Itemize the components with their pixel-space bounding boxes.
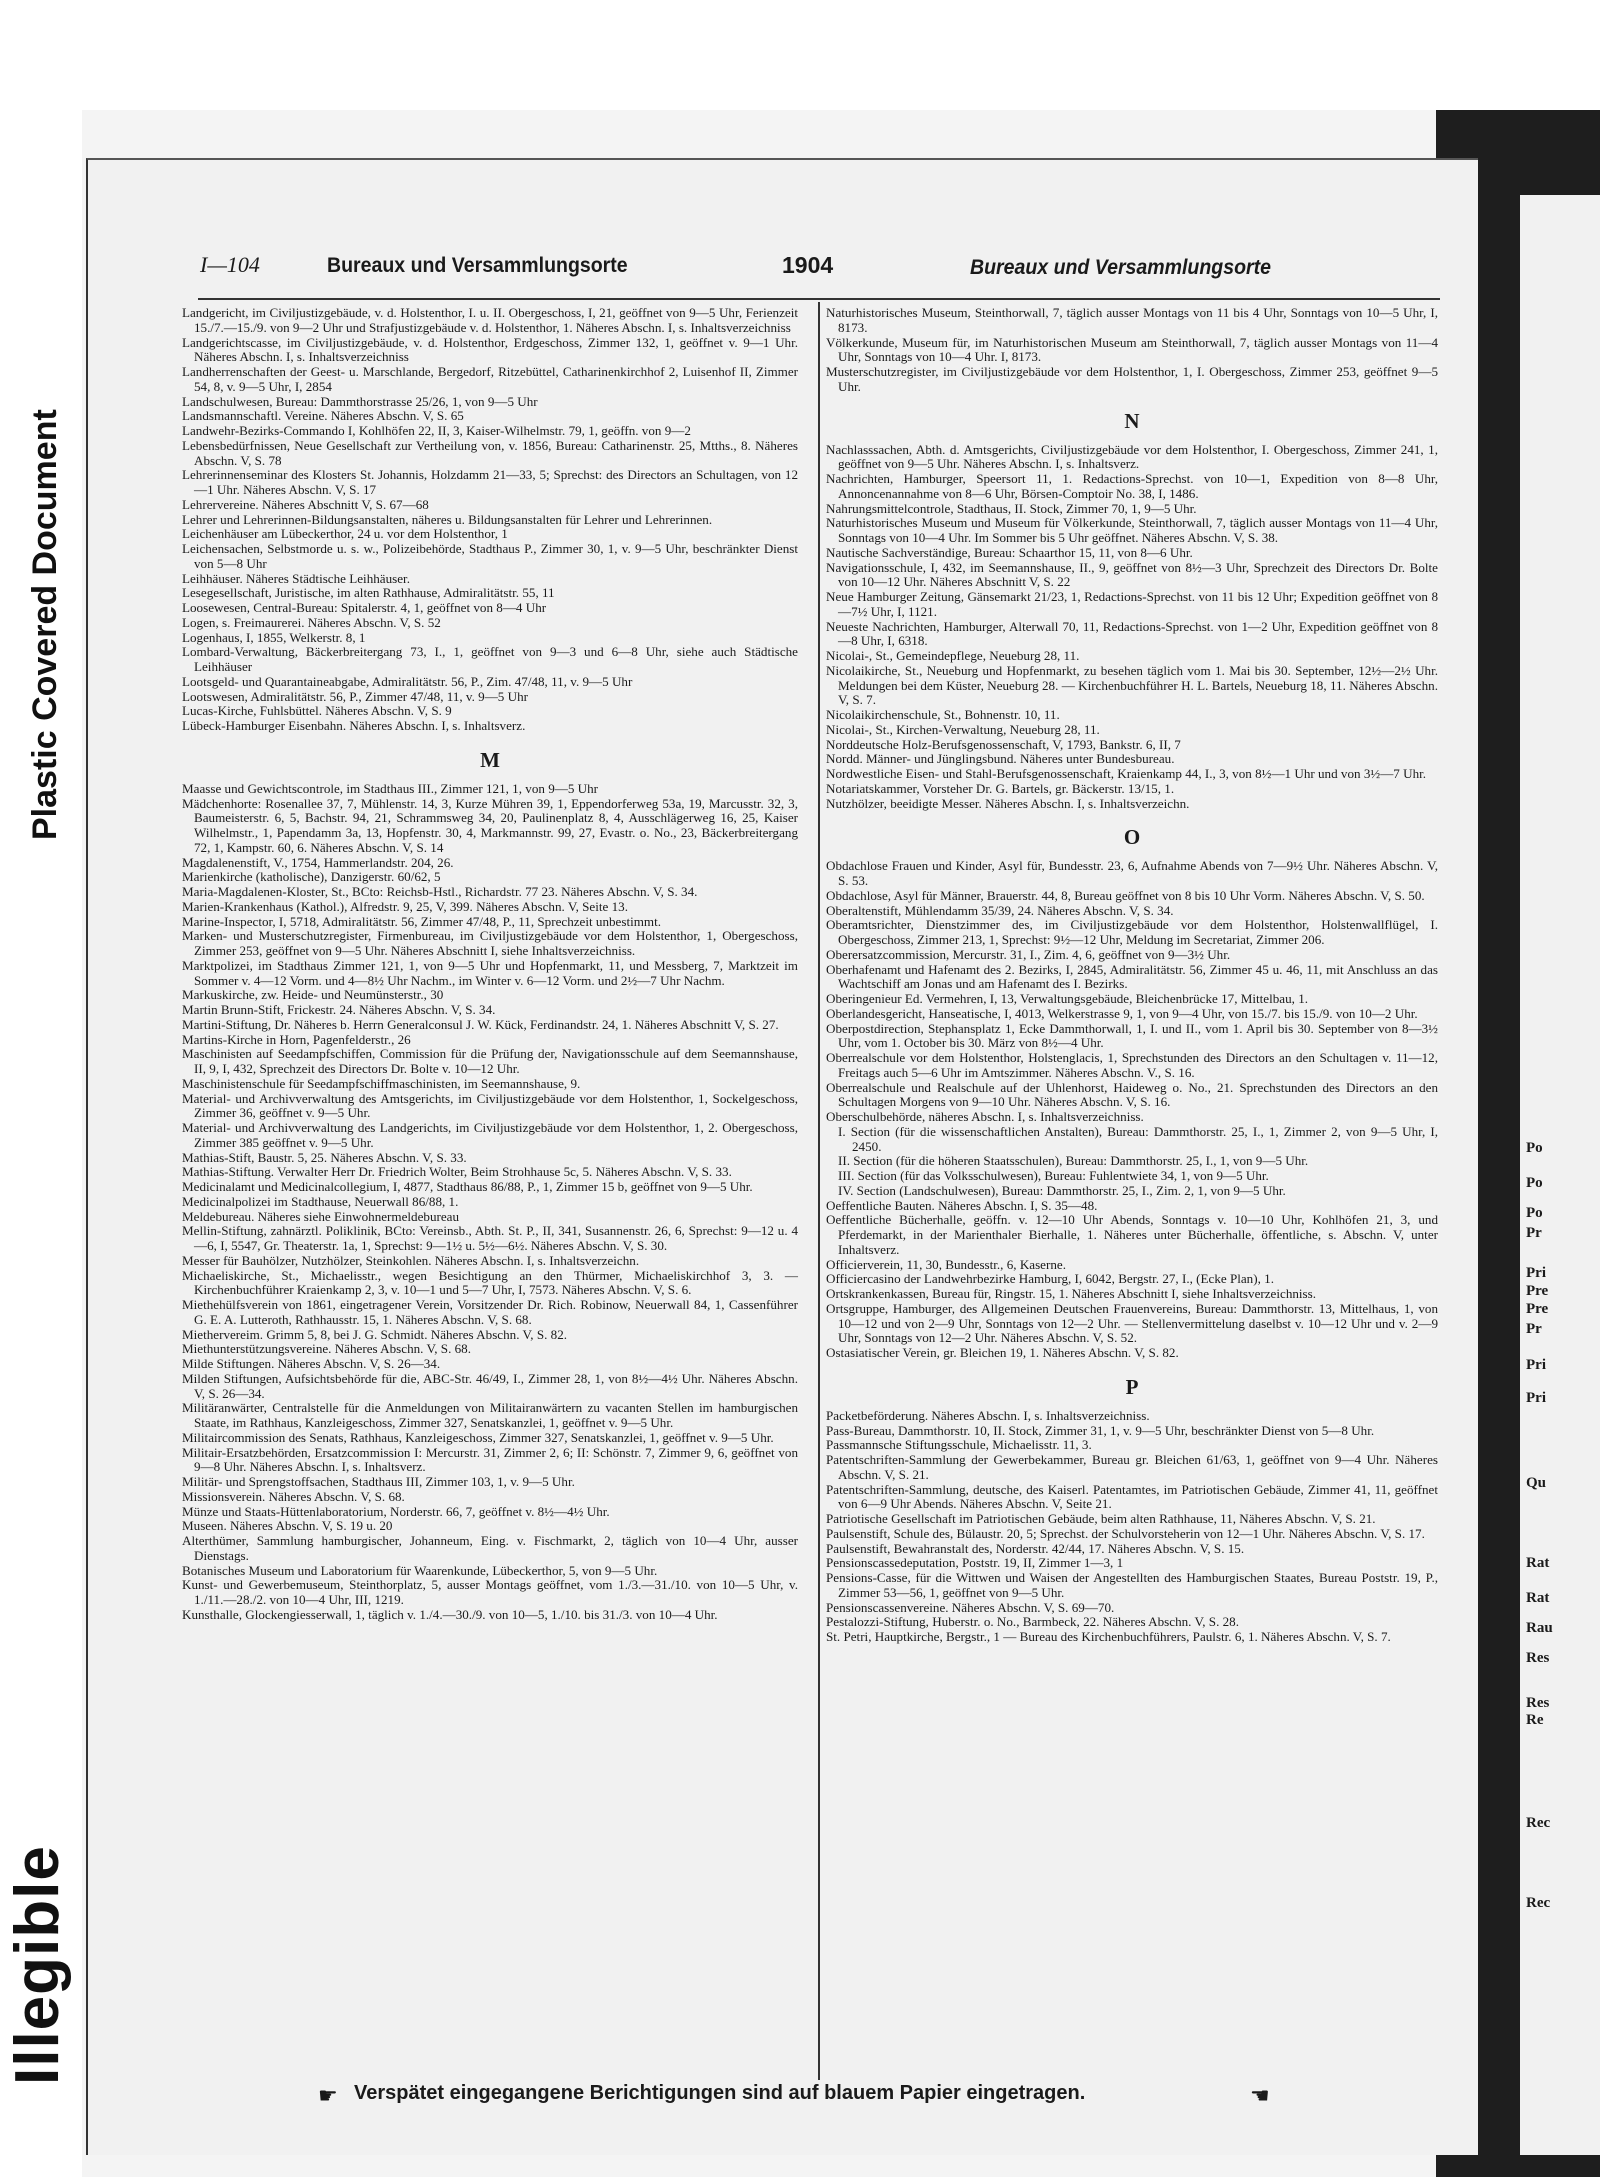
directory-entry: Marken- und Musterschutzregister, Firmenbureau, im Civiljustizgebäude vor dem Holstenthor, 1, Obergeschoss, Zimmer 253, geöffnet von 9—5 Uhr. Näheres Abschnitt I, siehe Inhaltsverzeichniss. [182,928,798,958]
directory-entry: Militaircommission des Senats, Rathhaus, Kanzleigeschoss, Zimmer 327, Senatskanzlei, 1, geöffnet v. 9—5 Uhr. [182,1429,774,1445]
directory-entry: Naturhistorisches Museum, Steinthorwall, 7, täglich ausser Montags von 11 bis 4 Uhr, Sonntags von 10—5 Uhr, I, 8173. [826,305,1438,335]
directory-entry: Packetbeförderung. Näheres Abschn. I, s. Inhaltsverzeichniss. [826,1407,1150,1423]
adjacent-page-edge [1520,195,1600,2155]
directory-entry: Kunsthalle, Glockengiesserwall, 1, täglich v. 1./4.—30./9. von 10—5, 1./10. bis 31./3. von 10—4 Uhr. [182,1606,718,1622]
directory-entry: Notariatskammer, Vorsteher Dr. G. Bartels, gr. Bäckerstr. 13/15, 1. [826,780,1175,796]
directory-entry: Norddeutsche Holz-Berufsgenossenschaft, V, 1793, Bankstr. 6, II, 7 [826,736,1181,752]
directory-entry: Oberrealschule und Realschule auf der Uhlenhorst, Haideweg o. No., 21. Sprechstunden des Directors an den Schultagen Morgens von 9—10 Uhr. Näheres Abschn. V, S. 16. [826,1079,1438,1110]
directory-entry: Pestalozzi-Stiftung, Huberstr. o. No., Barmbeck, 22. Näheres Abschn. V, S. 28. [826,1614,1240,1630]
directory-entry: Loosewesen, Central-Bureau: Spitalerstr. 4, 1, geöffnet von 8—4 Uhr [182,600,547,615]
directory-entry: Oberpostdirection, Stephansplatz 1, Ecke Dammthorwall, 1, I. und II., vom 1. April bis 30. September von 8—3½ Uhr, vom 1. October bis 30. März von 8½—4 Uhr. [826,1020,1438,1051]
adjacent-page-fragment: Res [1526,1650,1550,1666]
header-right-title: Bureaux und Versammlungsorte [970,256,1271,279]
directory-entry: Meldebureau. Näheres siehe Einwohnermeldebureau [182,1208,460,1224]
directory-entry: Oberaltenstift, Mühlendamm 35/39, 24. Näheres Abschn. V, S. 34. [826,902,1174,918]
directory-entry: Logenhaus, I, 1855, Welkerstr. 8, 1 [182,629,366,645]
adjacent-page-fragment: Pr [1526,1225,1542,1241]
adjacent-page-fragment: Pre [1526,1301,1549,1317]
directory-entry: Passmannsche Stiftungsschule, Michaelisstr. 11, 3. [826,1437,1092,1453]
directory-entry: Milden Stiftungen, Aufsichtsbehörde für die, ABC-Str. 46/49, I., Zimmer 28, 1, von 8½—4½ Uhr. Näheres Abschn. V, S. 26—34. [182,1370,798,1401]
directory-entry: Mellin-Stiftung, zahnärztl. Poliklinik, BCto: Vereinsb., Abth. St. P., II, 341, Susannenstr. 26, 6, Sprechst: 9—12 u. 4—6, I, 5547, Gr. Theaterstr. 1a, 1, Sprechst: 9—1½ u. 5½—6½. Näheres Abschn. V, S. 30. [182,1223,798,1253]
page-number: I—104 [200,252,260,277]
directory-entry: Mathias-Stiftung. Verwalter Herr Dr. Friedrich Wolter, Beim Strohhause 5c, 5. Näheres Abschn. V, S. 33. [182,1164,732,1180]
section-letter-m: M [480,747,500,772]
adjacent-page-fragment: Pre [1526,1283,1549,1299]
directory-entry: Naturhistorisches Museum und Museum für Völkerkunde, Steinthorwall, 7, täglich ausser Montags von 11—4 Uhr, Sonntags von 10—4 Uhr. Im Sommer bis 5 Uhr geöffnet. Näheres Abschn. V, S. 38. [826,515,1438,545]
directory-entry: Mathias-Stift, Baustr. 5, 25. Näheres Abschn. V, S. 33. [182,1149,467,1165]
directory-entry: Lucas-Kirche, Fuhlsbüttel. Näheres Abschn. V, S. 9 [182,703,452,719]
directory-entry: Nordd. Männer- und Jünglingsbund. Näheres unter Bundesbureau. [826,751,1175,767]
adjacent-page-fragment: Rau [1526,1620,1553,1636]
directory-entry: Pensionscassedeputation, Poststr. 19, II, Zimmer 1—3, 1 [826,1555,1124,1571]
directory-entry: Oeffentliche Bauten. Näheres Abschn. I, S. 35—48. [826,1197,1098,1213]
directory-entry: Obdachlose Frauen und Kinder, Asyl für, Bundesstr. 23, 6, Aufnahme Abends von 7—9½ Uhr. Näheres Abschn. V, S. 53. [826,858,1438,888]
adjacent-page-fragment: Pr [1526,1321,1542,1337]
directory-entry: Landwehr-Bezirks-Commando I, Kohlhöfen 22, II, 3, Kaiser-Wilhelmstr. 79, 1, geöffn. von 9—2 [182,423,691,438]
directory-entry: Neueste Nachrichten, Hamburger, Alterwall 70, 11, Redactions-Sprechst. von 1—2 Uhr, Expedition geöffnet von 8—8 Uhr, I, 6318. [826,618,1438,649]
directory-entry: Landgerichtscasse, im Civiljustizgebäude, v. d. Holstenthor, Erdgeschoss, Zimmer 132, 1, geöffnet v. 9—1 Uhr. Näheres Abschn. I, s. Inhaltsverzeichniss [182,334,798,365]
directory-entry: Kunst- und Gewerbemuseum, Steinthorplatz, 5, ausser Montags geöffnet, vom 1./3.—31./10. von 10—5 Uhr, v. 1./11.—28./2. von 10—4 Uhr, III, 1219. [182,1577,798,1607]
directory-entry: Marine-Inspector, I, 5718, Admiralitätstr. 56, Zimmer 47/48, P., 11, Sprechzeit unbestimmt. [182,913,662,929]
directory-entry: Landschulwesen, Bureau: Dammthorstrasse 25/26, 1, von 9—5 Uhr [182,393,538,409]
directory-entry: Nicolaikirchenschule, St., Bohnenstr. 10, 11. [826,707,1060,722]
adjacent-page-fragment: Re [1526,1712,1544,1728]
directory-entry: Landherrenschaften der Geest- u. Marschlande, Bergedorf, Ritzebüttel, Catharinenkirchhof 2, Luisenhof II, Zimmer 54, 8, v. 9—5 Uhr, I, 2854 [182,364,798,394]
directory-entry: Museen. Näheres Abschn. V, S. 19 u. 20 [182,1518,393,1534]
directory-entry: Marien-Krankenhaus (Kathol.), Alfredstr. 9, 25, V, 399. Näheres Abschn. V, Seite 13. [182,898,628,914]
directory-entry: Militäranwärter, Centralstelle für die Anmeldungen von Militairanwärtern zu vacanten Stellen im hamburgischen Staate, im Rathhaus, Kanzleigeschoss, Zimmer 327, Senatskanzlei, 1, geöffnet v. 9—5 Uhr. [182,1400,798,1430]
directory-entry: Lebensbedürfnissen, Neue Gesellschaft zur Vertheilung von, v. 1856, Bureau: Catharinenstr. 25, Mtths., 8. Näheres Abschn. V, S. 78 [182,437,798,468]
label-plastic-covered: Plastic Covered Document [26,409,64,840]
pointing-hand-left-icon: ☛ [318,2083,338,2108]
directory-entry: Officiercasino der Landwehrbezirke Hamburg, I, 6042, Bergstr. 27, I., (Ecke Plan), 1. [826,1271,1274,1287]
directory-entry: Martins-Kirche in Horn, Pagenfelderstr., 26 [182,1031,411,1047]
directory-entry: Lehrerinnenseminar des Klosters St. Johannis, Holzdamm 21—33, 5; Sprechst: des Directors an Schultagen, von 12—1 Uhr. Näheres Abschn. V, S. 17 [182,467,798,497]
directory-entry: Patentschriften-Sammlung der Gewerbekammer, Bureau gr. Bleichen 61/63, 1, geöffnet von 9—4 Uhr. Näheres Abschn. V, S. 21. [826,1452,1438,1482]
directory-entry: Münze und Staats-Hüttenlaboratorium, Norderstr. 66, 7, geöffnet v. 8½—4½ Uhr. [182,1503,610,1519]
directory-entry: Neue Hamburger Zeitung, Gänsemarkt 21/23, 1, Redactions-Sprechst. von 11 bis 12 Uhr; Expedition geöffnet von 8—7½ Uhr, I, 1121. [826,589,1438,619]
left-column [182,306,798,1623]
right-column [826,306,1438,1645]
directory-entry: Miethunterstützungsvereine. Näheres Abschn. V, S. 68. [182,1341,471,1357]
directory-entry: Nicolai-, St., Gemeindepflege, Neueburg 28, 11. [826,648,1080,663]
directory-entry: Miethervereim. Grimm 5, 8, bei J. G. Schmidt. Näheres Abschn. V, S. 82. [182,1326,568,1342]
directory-entry: Material- und Archivverwaltung des Amtsgerichts, im Civiljustizgebäude vor dem Holstenthor, 1, Sockelgeschoss, Zimmer 36, geöffnet v. 9—5 Uhr. [182,1090,798,1121]
directory-entry: Nicolai-, St., Kirchen-Verwaltung, Neueburg 28, 11. [826,721,1100,737]
directory-entry: Lehrervereine. Näheres Abschnitt V, S. 67—68 [182,496,429,512]
adjacent-page-fragment: Rec [1526,1815,1551,1831]
section-letter-o: O [1123,825,1141,850]
directory-entry: Lombard-Verwaltung, Bäckerbreitergang 73, I., 1, geöffnet von 9—3 und 6—8 Uhr, siehe auch Städtische Leihhäuser [182,644,798,674]
directory-entry: Navigationsschule, I, 432, im Seemannshause, II., 9, geöffnet von 8½—3 Uhr, Sprechzeit des Directors Dr. Bolte von 10—12 Uhr. Näheres Abschnitt V, S. 22 [826,559,1438,590]
adjacent-page-fragment: Rat [1526,1555,1550,1571]
directory-entry: Milde Stiftungen. Näheres Abschn. V, S. 26—34. [182,1356,441,1371]
directory-entry: II. Section (für die höheren Staatsschulen), Bureau: Dammthorstr. 25, I., 1, von 9—5 Uhr. [838,1153,1309,1169]
directory-entry: Maria-Magdalenen-Kloster, St., BCto: Reichsb-Hstl., Richardstr. 77 23. Näheres Abschn. V, S. 34. [182,884,698,899]
directory-entry: Martin Brunn-Stift, Frickestr. 24. Näheres Abschn. V, S. 34. [182,1002,496,1017]
directory-entry: Nahrungsmittelcontrole, Stadthaus, II. Stock, Zimmer 70, 1, 9—5 Uhr. [826,500,1197,516]
adjacent-page-fragment: Rec [1526,1895,1551,1911]
directory-entry: Ostasiatischer Verein, gr. Bleichen 19, 1. Näheres Abschn. V, S. 82. [826,1345,1179,1360]
directory-entry: Oberersatzcommission, Mercurstr. 31, I., Zim. 4, 6, geöffnet von 9—3½ Uhr. [826,946,1231,962]
directory-entry: Marienkirche (katholische), Danzigerstr. 60/62, 5 [182,869,441,885]
directory-entry: Militair-Ersatzbehörden, Ersatzcommission I: Mercurstr. 31, Zimmer 2, 6; II: Schönstr. 7, Zimmer 9, 6, geöffnet von 9—8 Uhr. Näheres Abschn. I, s. Inhaltsverz. [182,1444,798,1475]
directory-entry: Oberingenieur Ed. Vermehren, I, 13, Verwaltungsgebäude, Bleichenbrücke 17, Mittelbau, 1. [826,991,1309,1006]
directory-entry: Medicinalamt und Medicinalcollegium, I, 4877, Stadthaus 86/88, P., 1, Zimmer 15 b, geöffnet von 9—5 Uhr. [182,1179,753,1194]
adjacent-page-fragment: Po [1526,1175,1543,1191]
directory-entry: Michaeliskirche, St., Michaelisstr., wegen Besichtigung an den Thürmer, Michaeliskirchhof 3, 3. — Kirchenbuchführer Kraienkamp 2, 3, v. 10—1 und 5—7 Uhr, I, 7573. Näheres Abschn. V, S. 6. [182,1267,798,1298]
directory-entry: Messer für Bauhölzer, Nutzhölzer, Steinkohlen. Näheres Abschn. I, s. Inhaltsverzeichn. [182,1252,640,1268]
directory-entry: Patriotische Gesellschaft im Patriotischen Gebäude, beim alten Rathhause, 11, Näheres Abschn. V, S. 21. [826,1511,1376,1526]
directory-entry: Markuskirche, zw. Heide- und Neumünsterstr., 30 [182,987,444,1003]
header-rule [198,298,1440,300]
directory-entry: Leichenhäuser am Lübeckerthor, 24 u. vor dem Holstenthor, 1 [182,526,508,542]
adjacent-page-fragment: Pri [1526,1265,1546,1281]
directory-entry: Nachlasssachen, Abth. d. Amtsgerichts, Civiljustizgebäude vor dem Holstenthor, I. Obergeschoss, Zimmer 241, 1, geöffnet von 9—5 Uhr. Näheres Abschn. I, s. Inhaltsverz. [826,441,1438,472]
directory-entry: Maschinisten auf Seedampfschiffen, Commission für die Prüfung der, Navigationsschule auf dem Seemannshause, II, 9, I, 432, Sprechzeit des Directors Dr. Bolte v. 10—12 Uhr. [182,1046,798,1076]
directory-entry: Musterschutzregister, im Civiljustizgebäude vor dem Holstenthor, 1, I. Obergeschoss, Zimmer 253, geöffnet 9—5 Uhr. [826,364,1438,394]
directory-entry: Völkerkunde, Museum für, im Naturhistorischen Museum am Steinthorwall, 7, täglich ausser Montags von 11—4 Uhr, Sonntags von 10—4 Uhr. I, 8173. [826,334,1438,365]
directory-entry: Landsmannschaftl. Vereine. Näheres Abschn. V, S. 65 [182,408,464,424]
footer-notice: Verspätet eingegangene Berichtigungen sind auf blauem Papier eingetragen. [354,2082,1086,2104]
header-year: 1904 [782,252,834,278]
directory-entry: Marktpolizei, im Stadthaus Zimmer 121, 1, von 9—5 Uhr und Hopfenmarkt, 11, und Messberg, 7, Marktzeit im Sommer v. 4—12 Vorm. und 4—8½ Uhr Nachm., im Winter v. 6—12 Vorm. und 2½—7 Uhr Nachm. [182,957,798,988]
directory-entry: Logen, s. Freimaurerei. Näheres Abschn. V, S. 52 [182,614,441,630]
adjacent-page-fragment: Po [1526,1205,1543,1221]
directory-entry: Mädchenhorte: Rosenallee 37, 7, Mühlenstr. 14, 3, Kurze Mühren 39, 1, Eppendorferweg 53a, 19, Marcusstr. 32, 3, Baumeisterstr. 6, 5, Bachstr. 94, 21, Schrammsweg 34, 20, Paulinenplatz 8, 4, Ausschlägerweg 16, 25, Kaiser Wilhelmstr., 1, Papendamm 3a, 13, Hopfenstr. 30, 4, Markmannstr. 99, 27, Evastr. o. No., 23, Bäckerbreitergang 72, 1, Kampstr. 60, 6. Näheres Abschn. V, S. 14 [182,795,798,855]
directory-entry: Lootsgeld- und Quarantaineabgabe, Admiralitätstr. 56, P., Zim. 47/48, 11, v. 9—5 Uhr [182,673,633,689]
directory-entry: Nautische Sachverständige, Bureau: Schaarthor 15, 11, von 8—6 Uhr. [826,544,1193,560]
directory-entry: Officierverein, 11, 30, Bundesstr., 6, Kaserne. [826,1256,1066,1272]
directory-entry: Pass-Bureau, Dammthorstr. 10, II. Stock, Zimmer 31, 1, v. 9—5 Uhr, beschränkter Dienst von 5—8 Uhr. [826,1422,1375,1438]
adjacent-page-fragment: Po [1526,1140,1543,1156]
directory-entry: Martini-Stiftung, Dr. Näheres b. Herrn Generalconsul J. W. Kück, Ferdinandstr. 24, 1. Näheres Abschnitt V, S. 27. [182,1016,779,1032]
page-header [112,252,1312,288]
directory-entry: Missionsverein. Näheres Abschn. V, S. 68. [182,1488,405,1504]
directory-entry: Nicolaikirche, St., Neueburg und Hopfenmarkt, zu besehen täglich vom 1. Mai bis 30. September, 12½—2½ Uhr. Meldungen bei dem Küster, Neueburg 28. — Kirchenbuchführer H. L. Bartels, Neueburg 18, 11. Näheres Abschn. V, S. 7. [826,662,1438,708]
directory-entry: Nachrichten, Hamburger, Speersort 11, 1. Redactions-Sprechst. von 10—1, Expedition von 8—8 Uhr, Annoncenannahme von 8—6 Uhr, Börsen-Comptoir No. 38, I, 1486. [826,471,1438,501]
directory-entry: IV. Section (Landschulwesen), Bureau: Dammthorstr. 25, I., Zim. 2, 1, von 9—5 Uhr. [838,1182,1286,1198]
header-left-title: Bureaux und Versammlungsorte [327,254,628,277]
column-divider [818,302,820,2080]
directory-entry: Lübeck-Hamburger Eisenbahn. Näheres Abschn. I, s. Inhaltsverz. [182,718,526,733]
directory-entry: St. Petri, Hauptkirche, Bergstr., 1 — Bureau des Kirchenbuchführers, Paulstr. 6, 1. Näheres Abschn. V, S. 7. [826,1629,1391,1644]
directory-entry: Lesegesellschaft, Juristische, im alten Rathhause, Admiralitätstr. 55, 11 [182,585,555,601]
directory-entry: Militär- und Sprengstoffsachen, Stadthaus III, Zimmer 103, 1, v. 9—5 Uhr. [182,1474,575,1489]
directory-entry: Oberrealschule vor dem Holstenthor, Holstenglacis, 1, Sprechstunden des Directors an den Schultagen v. 11—12, Freitags auch 5—6 Uhr im Amtszimmer. Näheres Abschn. V., S. 16. [826,1050,1438,1080]
top-margin [0,0,1600,110]
directory-entry: Material- und Archivverwaltung des Landgerichts, im Civiljustizgebäude vor dem Holstenthor, 1, 2. Obergeschoss, Zimmer 385 geöffnet v. 9—5 Uhr. [182,1120,798,1150]
directory-entry: Oeffentliche Bücherhalle, geöffn. v. 12—10 Uhr Abends, Sonntags v. 10—10 Uhr, Kohlhöfen 21, 3, und Pferdemarkt, in der Marienthaler Bierhalle, 1. Näheres unter Bücherhalle, öffentliche, s. Abschn. V, unter Inhaltsverz. [826,1212,1438,1257]
directory-entry: III. Section (für das Volksschulwesen), Bureau: Fuhlentwiete 34, 1, von 9—5 Uhr. [838,1168,1269,1183]
directory-entry: Botanisches Museum und Laboratorium für Waarenkunde, Lübeckerthor, 5, von 9—5 Uhr. [182,1562,658,1578]
directory-entry: Pensionscassenvereine. Näheres Abschn. V, S. 69—70. [826,1599,1115,1615]
directory-entry: Landgericht, im Civiljustizgebäude, v. d. Holstenthor, I. u. II. Obergeschoss, I, 21, geöffnet von 9—5 Uhr, Ferienzeit 15./7.—15./9. von 9—2 Uhr und Strafjustizgebäude v. d. Holstenthor, 1. Näheres Abschn. I, s. Inhaltsverzeichniss [182,305,798,335]
directory-entry: Alterthümer, Sammlung hamburgischer, Johanneum, Eing. v. Fischmarkt, 2, täglich von 10—4 Uhr, ausser Dienstags. [182,1533,798,1563]
directory-entry: Leichensachen, Selbstmorde u. s. w., Polizeibehörde, Stadthaus P., Zimmer 30, 1, v. 9—5 Uhr, beschränkter Dienst von 5—8 Uhr [182,541,798,571]
directory-entry: Nutzhölzer, beeidigte Messer. Näheres Abschn. I, s. Inhaltsverzeichn. [826,795,1190,811]
directory-entry: Pensions-Casse, für die Wittwen und Waisen der Angestellten des Hamburgischen Staates, Bureau Poststr. 19, P., Zimmer 53—56, 1, geöffnet von 9—5 Uhr. [826,1570,1438,1600]
directory-entry: Lehrer und Lehrerinnen-Bildungsanstalten, näheres u. Bildungsanstalten für Lehrer und Lehrerinnen. [182,511,713,527]
directory-entry: Oberschulbehörde, näheres Abschn. I, s. Inhaltsverzeichniss. [826,1109,1144,1124]
adjacent-page-fragment: Res [1526,1695,1550,1711]
adjacent-page-fragment: Pri [1526,1357,1546,1373]
directory-entry: Paulsenstift, Schule des, Bülaustr. 20, 5; Sprechst. der Schulvorsteherin von 12—1 Uhr. Näheres Abschn. V, S. 17. [826,1525,1425,1541]
adjacent-page-fragment: Rat [1526,1590,1550,1606]
directory-entry: Medicinalpolizei im Stadthause, Neuerwall 86/88, 1. [182,1193,459,1209]
directory-entry: I. Section (für die wissenschaftlichen Anstalten), Bureau: Dammthorstr. 25, I., 1, Zimmer 2, von 9—5 Uhr, I, 2450. [838,1123,1438,1154]
directory-entry: Magdalenenstift, V., 1754, Hammerlandstr. 204, 26. [182,854,454,870]
directory-entry: Oberamtsrichter, Dienstzimmer des, im Civiljustizgebäude vor dem Holstenthor, Holstenwallflügel, I. Obergeschoss, Zimmer 213, 1, Sprechst: 9½—12 Uhr, Meldung im Secretariat, Zimmer 206. [826,917,1438,947]
directory-entry: Miethehülfsverein von 1861, eingetragener Verein, Vorsitzender Dr. Rich. Robinow, Neuerwall 84, 1, Cassenführer G. E. A. Lutteroth, Rathhausstr. 15, 1. Näheres Abschn. V, S. 68. [182,1297,798,1327]
directory-entry: Paulsenstift, Bewahranstalt des, Norderstr. 42/44, 17. Näheres Abschn. V, S. 15. [826,1540,1245,1556]
adjacent-page-fragment: Pri [1526,1390,1546,1406]
directory-entry: Obdachlose, Asyl für Männer, Brauerstr. 44, 8, Bureau geöffnet von 8 bis 10 Uhr Vorm. Näheres Abschn. V, S. 50. [826,887,1425,903]
directory-entry: Maschinistenschule für Seedampfschiffmaschinisten, im Seemannshause, 9. [182,1075,581,1091]
directory-entry: Oberlandesgericht, Hanseatische, I, 4013, Welkerstrasse 9, 1, von 9—4 Uhr, von 15./7. bis 15./9. von 10—2 Uhr. [826,1005,1418,1021]
label-illegible: Illegible [3,1845,72,2085]
directory-entry: Maasse und Gewichtscontrole, im Stadthaus III., Zimmer 121, 1, von 9—5 Uhr [182,780,599,796]
directory-entry: Ortsgruppe, Hamburger, des Allgemeinen Deutschen Frauenvereins, Bureau: Dammthorstr. 13, Mittelhaus, 1, von 10—12 und von 2—9 Uhr, Sonntags von 12—2 Uhr. — Stellenvermittelung daselbst v. 10—12 Uhr und v. 2—9 Uhr, Sonntags von 12—2 Uhr. Näheres Abschn. V, S. 52. [826,1300,1438,1346]
adjacent-page-fragment: Qu [1526,1475,1547,1491]
section-letter-n: N [1124,408,1140,433]
directory-entry: Oberhafenamt und Hafenamt des 2. Bezirks, I, 2845, Admiralitätstr. 56, Zimmer 45 u. 46, 11, mit Anschluss an das Wachtschiff am Jonas und am Hafenamt des I. Bezirks. [826,961,1438,992]
directory-entry: Ortskrankenkassen, Bureau für, Ringstr. 15, 1. Näheres Abschnitt I, siehe Inhaltsverzeichniss. [826,1286,1317,1301]
directory-entry: Leihhäuser. Näheres Städtische Leihhäuser. [182,570,410,586]
directory-entry: Lootswesen, Admiralitätstr. 56, P., Zimmer 47/48, 11, v. 9—5 Uhr [182,688,528,704]
directory-entry: Patentschriften-Sammlung, deutsche, des Kaiserl. Patentamtes, im Patriotischen Gebäude, Zimmer 41, 11, geöffnet von 6—9 Uhr Abends. Näheres Abschn. V, Seite 21. [826,1481,1438,1512]
pointing-hand-right-icon: ☚ [1250,2083,1270,2108]
section-letter-p: P [1125,1374,1139,1399]
directory-entry: Nordwestliche Eisen- und Stahl-Berufsgenossenschaft, Kraienkamp 44, I., 3, von 8½—1 Uhr und von 3½—7 Uhr. [826,766,1427,781]
